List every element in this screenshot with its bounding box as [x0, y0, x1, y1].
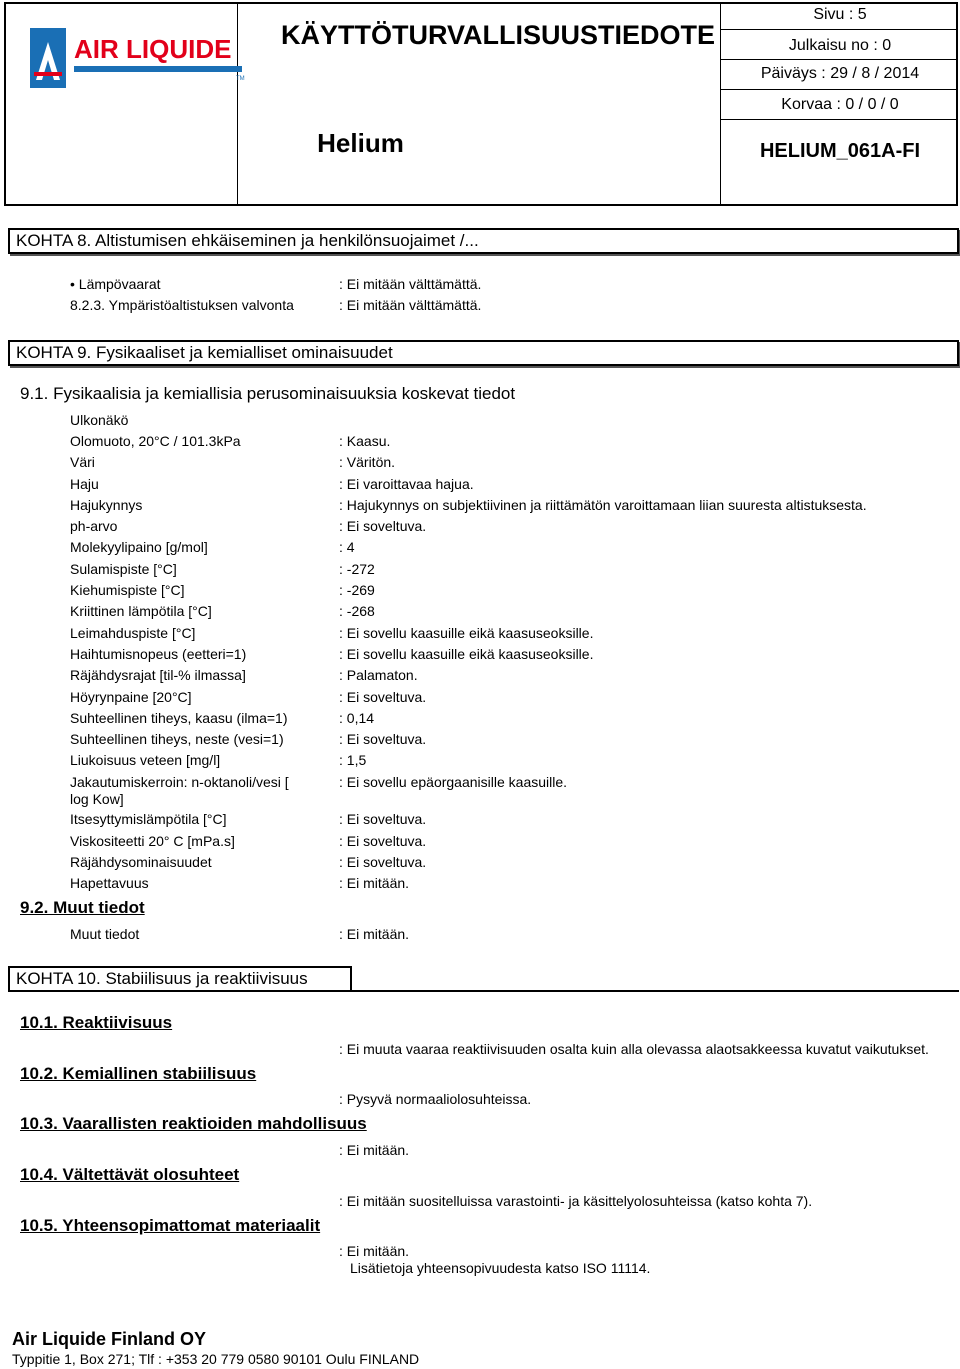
- issue-number: Julkaisu no : 0: [788, 37, 892, 54]
- property-label: Höyrynpaine [20°C]: [70, 689, 192, 705]
- property-value: : -268: [339, 603, 375, 619]
- property-label: Räjähdysominaisuudet: [70, 854, 212, 870]
- property-label: Liukoisuus veteen [mg/l]: [70, 752, 221, 768]
- property-label: Kiehumispiste [°C]: [70, 582, 185, 598]
- property-value: : Ei soveltuva.: [339, 518, 427, 534]
- property-value: : Ei mitään.: [339, 875, 410, 891]
- property-value: : Palamaton.: [339, 667, 418, 683]
- header-divider: [720, 119, 958, 120]
- document-code: HELIUM_061A-FI: [759, 140, 921, 162]
- property-label: Hajukynnys: [70, 497, 143, 513]
- property-label: Haihtumisnopeus (eetteri=1): [70, 646, 247, 662]
- property-value: : Ei sovellu kaasuille eikä kaasuseoksille.: [339, 625, 594, 641]
- property-label: Molekyylipaino [g/mol]: [70, 539, 208, 555]
- subsection-10-5-note: Lisätietoja yhteensopivuudesta katso ISO 11114.: [350, 1260, 651, 1276]
- property-label: Jakautumiskerroin: n-oktanoli/vesi [: [70, 774, 289, 790]
- section-8-title: KOHTA 8. Altistumisen ehkäiseminen ja henkilönsuojaimet /...: [8, 228, 959, 254]
- subsection-10-3-value: : Ei mitään.: [339, 1142, 410, 1158]
- property-value: : Ei soveltuva.: [339, 811, 427, 827]
- property-label: Viskositeetti 20° C [mPa.s]: [70, 833, 235, 849]
- property-label: Suhteellinen tiheys, neste (vesi=1): [70, 731, 284, 747]
- property-value: : -269: [339, 582, 375, 598]
- property-value: : 1,5: [339, 752, 367, 768]
- property-label: Sulamispiste [°C]: [70, 561, 177, 577]
- property-label-cont: log Kow]: [70, 791, 124, 807]
- subsection-9-1: 9.1. Fysikaalisia ja kemiallisia perusominaisuuksia koskevat tiedot: [20, 384, 516, 403]
- property-label: Väri: [70, 454, 95, 470]
- property-value: : Kaasu.: [339, 433, 391, 449]
- property-value: : 0,14: [339, 710, 375, 726]
- appearance-heading: Ulkonäkö: [70, 412, 129, 428]
- air-liquide-logo: [30, 28, 248, 92]
- document-title: KÄYTTÖTURVALLISUUSTIEDOTE: [280, 20, 715, 50]
- footer-address: Typpitie 1, Box 271; Tlf : +353 20 779 0580 90101 Oulu FINLAND: [12, 1351, 420, 1367]
- section-10-title: KOHTA 10. Stabiilisuus ja reaktiivisuus: [8, 966, 352, 992]
- replaces: Korvaa : 0 / 0 / 0: [781, 96, 899, 113]
- property-value: : 4: [339, 539, 355, 555]
- subsection-9-2-label: 9.2. Muut tiedot: [20, 898, 145, 917]
- property-label: Haju: [70, 476, 99, 492]
- subsection-10-2-value: : Pysyvä normaaliolosuhteissa.: [339, 1091, 532, 1107]
- footer-company: Air Liquide Finland OY: [12, 1329, 207, 1349]
- property-value: : Ei sovellu epäorgaanisille kaasuille.: [339, 774, 568, 790]
- property-value: : -272: [339, 561, 375, 577]
- subsection-10-1: 10.1. Reaktiivisuus: [20, 1013, 173, 1032]
- property-label: Itsesyttymislämpötila [°C]: [70, 811, 227, 827]
- section-10-rule: [8, 990, 959, 992]
- row-label: • Lämpövaarat: [70, 276, 161, 292]
- section-9-title: KOHTA 9. Fysikaaliset ja kemialliset ominaisuudet: [8, 340, 959, 366]
- product-name: Helium: [317, 128, 404, 158]
- other-info-label: Muut tiedot: [70, 926, 140, 942]
- other-info-value: : Ei mitään.: [339, 926, 410, 942]
- property-label: ph-arvo: [70, 518, 118, 534]
- property-label: Olomuoto, 20°C / 101.3kPa: [70, 433, 241, 449]
- issue-date: Päiväys : 29 / 8 / 2014: [760, 65, 920, 82]
- property-label: Räjähdysrajat [til-% ilmassa]: [70, 667, 246, 683]
- property-value: : Ei soveltuva.: [339, 731, 427, 747]
- property-value: : Väritön.: [339, 454, 396, 470]
- property-label: Kriittinen lämpötila [°C]: [70, 603, 212, 619]
- header-divider: [720, 89, 958, 90]
- row-value: : Ei mitään välttämättä.: [339, 297, 482, 313]
- property-value: : Ei soveltuva.: [339, 854, 427, 870]
- property-label: Hapettavuus: [70, 875, 149, 891]
- subsection-10-1-value: : Ei muuta vaaraa reaktiivisuuden osalta kuin alla olevassa alaotsakkeessa kuvatut vaikutukset.: [339, 1041, 929, 1057]
- property-value: : Ei soveltuva.: [339, 689, 427, 705]
- subsection-10-4-value: : Ei mitään suositelluissa varastointi- ja käsittelyolosuhteissa (katso kohta 7).: [339, 1193, 813, 1209]
- subsection-10-5-value: : Ei mitään.: [339, 1243, 410, 1259]
- brand-text: AIR LIQUIDE: [74, 34, 232, 64]
- property-label: Leimahduspiste [°C]: [70, 625, 196, 641]
- row-value: : Ei mitään välttämättä.: [339, 276, 482, 292]
- property-value: : Ei varoittavaa hajua.: [339, 476, 474, 492]
- property-value: : Ei soveltuva.: [339, 833, 427, 849]
- property-label: Suhteellinen tiheys, kaasu (ilma=1): [70, 710, 288, 726]
- header-divider: [720, 59, 958, 60]
- subsection-10-5: 10.5. Yhteensopimattomat materiaalit: [20, 1216, 321, 1235]
- property-value: : Hajukynnys on subjektiivinen ja riittämätön varoittamaan liian suuresta altistuksesta.: [339, 497, 867, 513]
- subsection-9-2: [20, 898, 145, 918]
- svg-text:TM: TM: [236, 76, 245, 82]
- page-number: Sivu : 5: [813, 6, 867, 23]
- subsection-10-2: 10.2. Kemiallinen stabiilisuus: [20, 1064, 257, 1083]
- subsection-10-4: 10.4. Vältettävät olosuhteet: [20, 1165, 240, 1184]
- row-label: 8.2.3. Ympäristöaltistuksen valvonta: [70, 297, 294, 313]
- subsection-10-3: 10.3. Vaarallisten reaktioiden mahdollisuus: [20, 1114, 367, 1133]
- property-value: : Ei sovellu kaasuille eikä kaasuseoksille.: [339, 646, 594, 662]
